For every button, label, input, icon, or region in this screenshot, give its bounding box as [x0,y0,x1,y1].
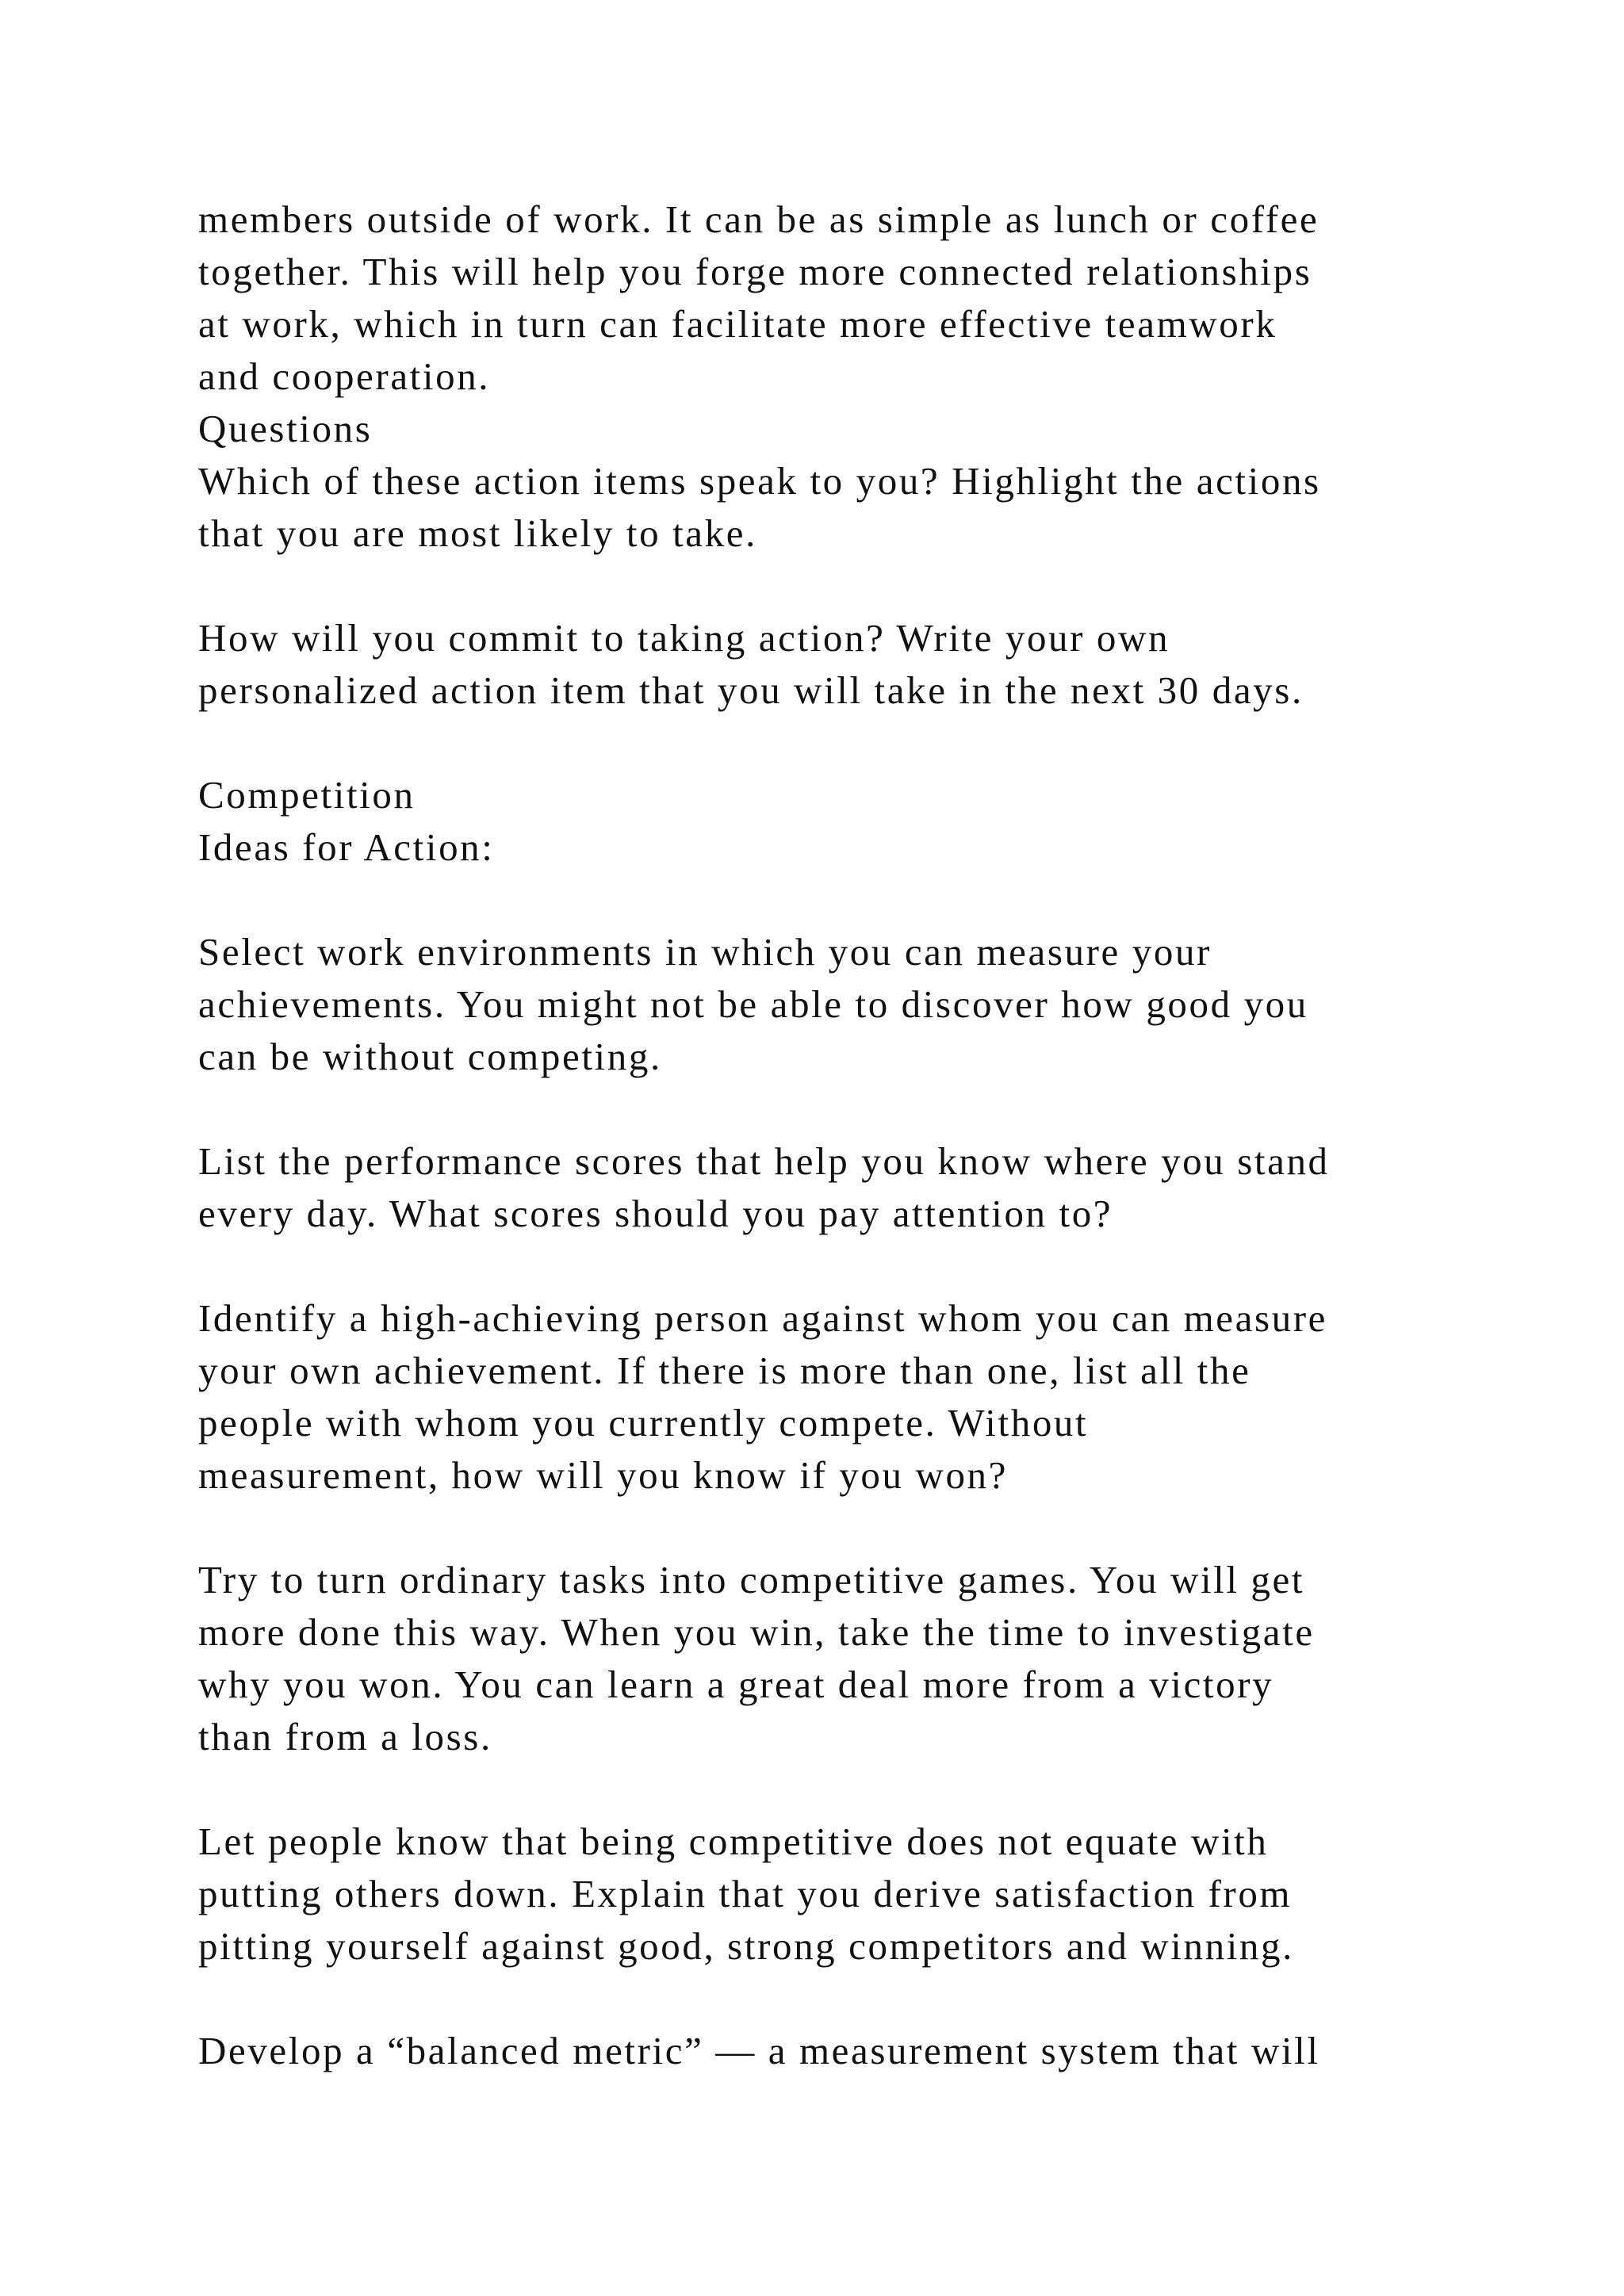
text-line: Which of these action items speak to you? Highlight the actions [198,459,1321,503]
text-line: people with whom you currently compete. Without [198,1401,1089,1445]
blank-line [198,1763,1499,1816]
blank-line [198,874,1499,926]
text-line: that you are most likely to take. [198,511,757,555]
document-body [198,193,1499,2077]
text-line: and cooperation. [198,354,491,398]
text-line: more done this way. When you win, take the time to investigate [198,1610,1315,1654]
text-line: than from a loss. [198,1715,492,1758]
text-line: members outside of work. It can be as simple as lunch or coffee [198,197,1320,241]
text-line: Try to turn ordinary tasks into competitive games. You will get [198,1558,1305,1601]
blank-line [198,1240,1499,1292]
text-line: achievements. You might not be able to discover how good you [198,982,1308,1026]
text-line: at work, which in turn can facilitate more effective teamwork [198,302,1277,346]
text-line: every day. What scores should you pay attention to? [198,1192,1113,1235]
blank-line [198,560,1499,612]
text-line: putting others down. Explain that you derive satisfaction from [198,1872,1293,1915]
text-line: Let people know that being competitive does not equate with [198,1820,1269,1863]
blank-line [198,1502,1499,1554]
text-line: can be without competing. [198,1035,662,1078]
text-line: List the performance scores that help you know where you stand [198,1139,1330,1183]
text-line: Identify a high-achieving person against whom you can measure [198,1296,1328,1340]
text-line: Develop a “balanced metric” — a measurement system that will [198,2029,1320,2072]
text-line: How will you commit to taking action? Write your own [198,616,1170,660]
section-heading-questions: Questions [198,407,373,450]
text-line: personalized action item that you will take in the next 30 days. [198,668,1304,712]
blank-line [198,1973,1499,2025]
text-line: pitting yourself against good, strong competitors and winning. [198,1924,1294,1968]
subheading-ideas-for-action: Ideas for Action: [198,825,495,869]
blank-line [198,717,1499,769]
section-heading-competition: Competition [198,773,416,817]
text-line: together. This will help you forge more connected relationships [198,250,1312,293]
text-line: your own achievement. If there is more than one, list all the [198,1349,1251,1392]
text-line: measurement, how will you know if you won? [198,1453,1008,1497]
blank-line [198,1083,1499,1135]
text-line: Select work environments in which you can measure your [198,930,1212,974]
text-line: why you won. You can learn a great deal more from a victory [198,1663,1274,1706]
